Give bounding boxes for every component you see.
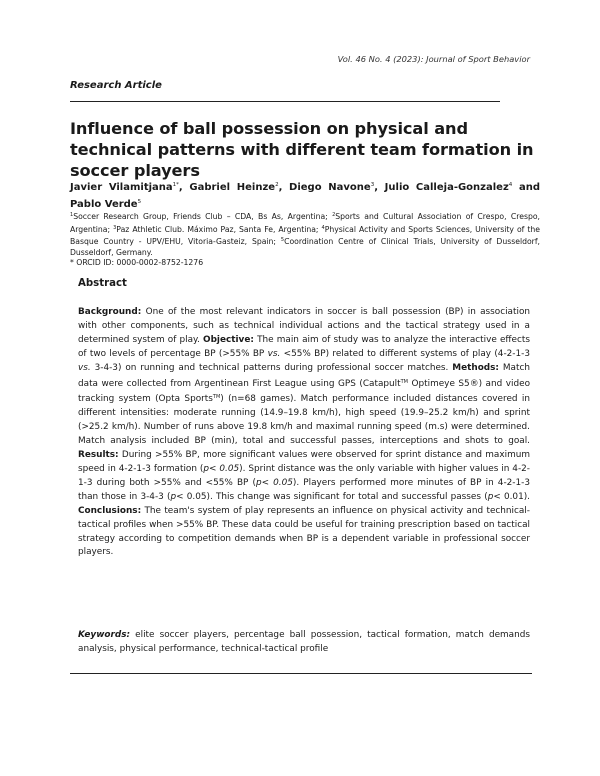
objective-text: 3-4-3) on running and technical patterns during professional soccer matches. — [94, 362, 449, 373]
trademark-mark: TM — [400, 378, 408, 385]
affil-marker: 4 — [321, 224, 325, 231]
affiliation: Paz Athletic Club. Máximo Paz, Santa Fe, Argentina; — [116, 224, 319, 234]
p-value: p — [170, 491, 177, 502]
methods-label: Methods: — [452, 362, 499, 373]
header-divider — [70, 101, 500, 102]
background-label: Background: — [78, 307, 142, 317]
results-text: ). Players performed more minutes of BP in 4-2-1-3 than those in 3-4-3 ( — [78, 477, 530, 502]
vs-abbrev: vs. — [267, 348, 281, 359]
affiliation: Coordination Centre of Clinical Trials, University of Dusseldorf, Dusseldorf, Germany. — [70, 237, 540, 257]
methods-text: Match data were collected from Argentinean First League using GPS (Catapult — [78, 362, 530, 389]
author-list: Javier Vilamitjana$^{1*}$, Gabriel Heinze$^2$, Diego Navone$^3$, Julio Calleja-Gonzalez$^4$ and Pablo Verde$^5$ — [70, 182, 540, 210]
objective-text: <55% BP) related to different systems of play (4-2-1-3 — [283, 348, 530, 359]
author-name: Diego Navone — [289, 182, 371, 193]
affiliations — [70, 210, 540, 269]
keywords-section — [78, 629, 530, 657]
abstract-heading: Abstract — [78, 278, 127, 289]
conclusions-text: The team's system of play represents an influence on physical activity and technical-tactical profiles when >55% BP. These data could be useful for training prescription based on tactical strategy according to competition demands when BP is a dependent variable in professional soccer players. — [78, 505, 530, 558]
affil-marker: 5 — [280, 237, 285, 244]
abstract-body — [78, 306, 530, 560]
author-marker: 1* — [172, 182, 179, 188]
affiliation: Sports and Cultural Association of Crespo, Crespo, Argentina; — [70, 212, 540, 234]
author-name: Pablo Verde — [70, 199, 138, 210]
footer-divider — [70, 673, 532, 674]
methods-text: ) (n=68 games). Match performance included distances covered in different intensities: moderate running (14.9–19.8 km/h), high speed (19.9–25.2 km/h) and sprint (>25.2 km/h). Number of runs above 19.8 km/h and maximal running speed (m.s) were determined. Match analysis included BP (min), total and successful passes, interceptions and shots to goal. — [78, 394, 530, 447]
results-text: During >55% BP, more significant values were observed for sprint distance and maximum speed in 4-2-1-3 formation ( — [78, 450, 530, 474]
affiliation: Physical Activity and Sports Sciences, University of the Basque Country - UPV/EHU, Vitoria-Gasteiz, Spain; — [70, 224, 540, 247]
author-marker: 4 — [508, 182, 513, 188]
affil-marker: 2 — [332, 212, 336, 218]
vs-abbrev: vs. — [78, 362, 91, 373]
keywords-text: elite soccer players, percentage ball possession, tactical formation, match demands analysis, physical performance, technical-tactical profile — [78, 630, 531, 654]
author-name: Julio Calleja-Gonzalez — [384, 182, 509, 193]
conclusions-label: Conclusions: — [78, 505, 142, 516]
p-value: p< 0.05 — [255, 477, 293, 488]
results-text: < 0.01). — [493, 491, 531, 502]
author-marker: 2 — [275, 182, 279, 188]
results-label: Results: — [78, 450, 119, 461]
p-value: p — [487, 491, 494, 502]
author-marker: 3 — [370, 182, 375, 188]
results-text: ). Sprint distance was the only variable with higher values in 4-2-1-3 during both >55% and <55% BP ( — [78, 463, 530, 488]
paper-title: Influence of ball possession on physical and technical patterns with different team formation in soccer players — [70, 119, 534, 180]
background-text: One of the most relevant indicators in soccer is ball possession (BP) in association with other components, such as technical individual actions and the tactical strategy used in a determined system of play. — [78, 307, 530, 345]
affiliation: Soccer Research Group, Friends Club – CDA, Bs As, Argentina; — [73, 212, 328, 221]
trademark-mark: TM — [212, 394, 221, 401]
author-name: Javier Vilamitjana — [70, 182, 173, 193]
methods-text: Optimeye S5®) and video tracking system (Opta Sports — [78, 378, 531, 405]
author-name: Gabriel Heinze — [189, 182, 276, 193]
article-type-label: Research Article — [70, 80, 162, 91]
objective-label: Objective: — [203, 334, 254, 345]
objective-text: The main aim of study was to analyze the interactive effects of two levels of percentage BP (>55% BP — [78, 334, 530, 359]
p-value: p< 0.05 — [203, 463, 240, 474]
results-text: < 0.05). This change was significant for total and successful passes ( — [176, 491, 488, 502]
orcid-line: * ORCID ID: 0000-0002-8752-1276 — [70, 258, 204, 268]
keywords-label: Keywords: — [78, 630, 131, 640]
affil-marker: 1 — [70, 212, 74, 218]
author-marker: 5 — [137, 199, 142, 205]
affil-marker: 3 — [113, 224, 117, 231]
journal-citation: Vol. 46 No. 4 (2023): Journal of Sport Behavior — [337, 54, 530, 64]
